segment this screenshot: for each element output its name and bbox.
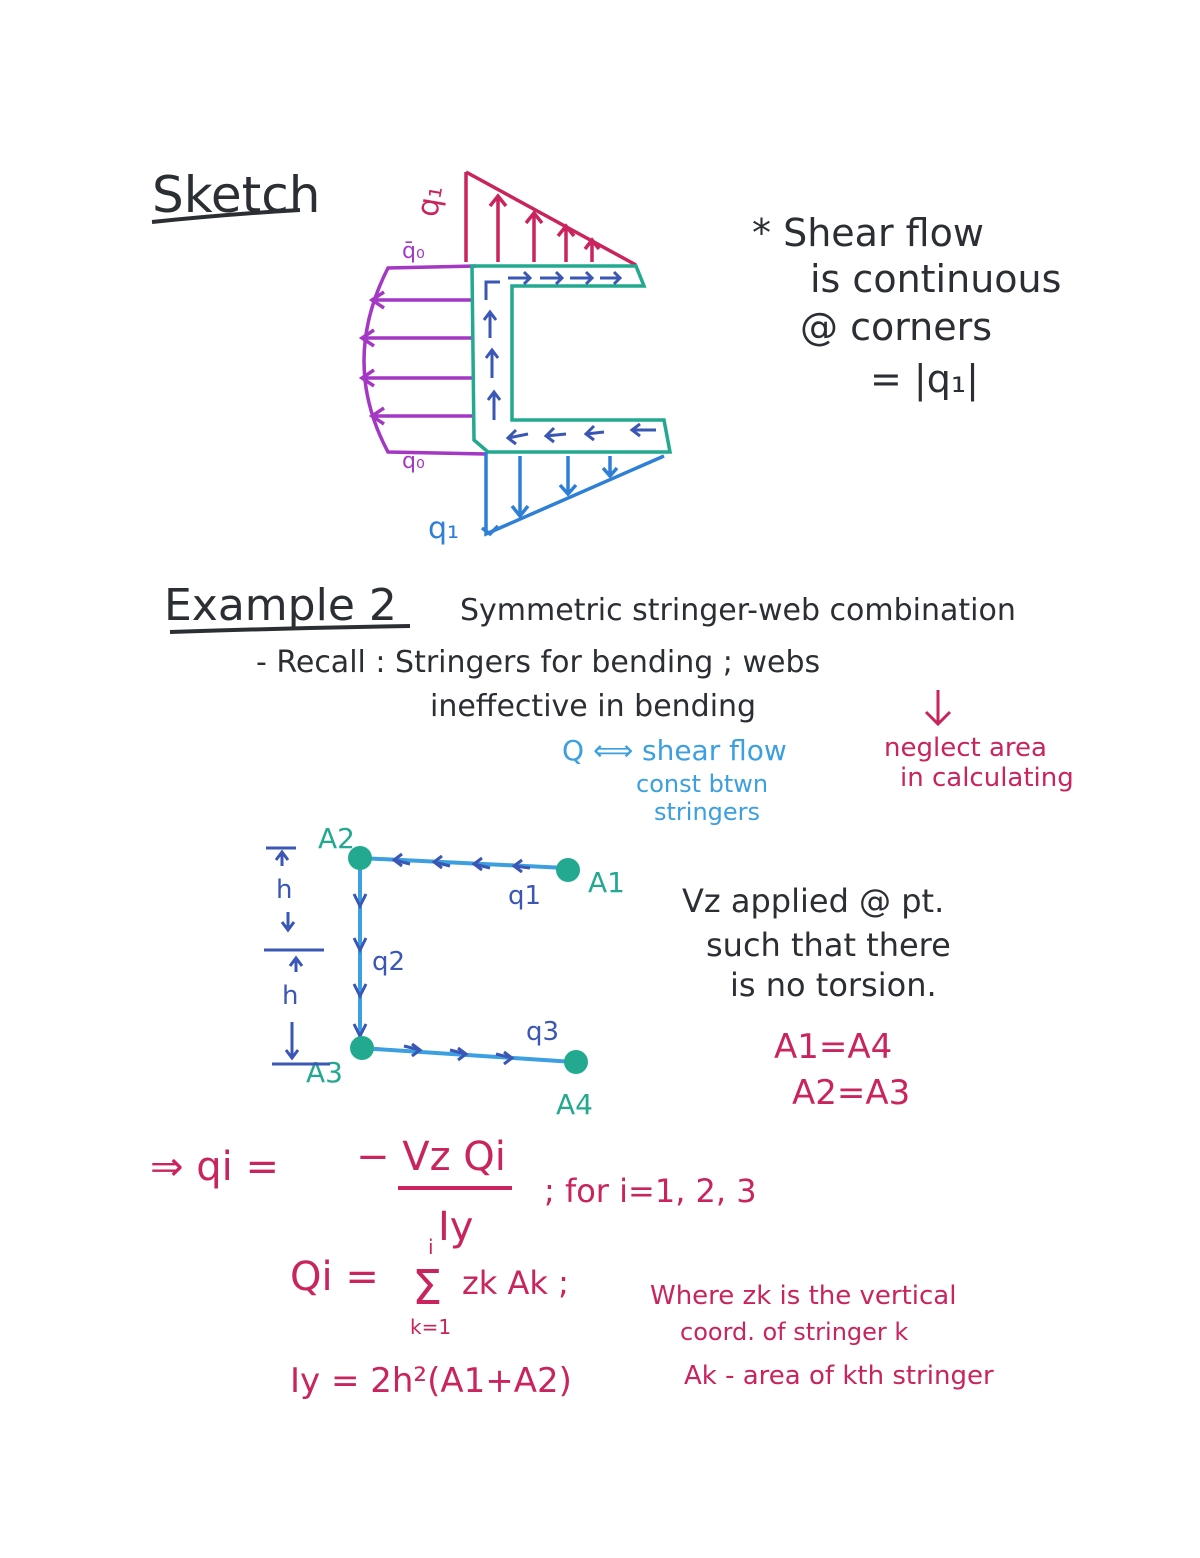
internal-shear-flow-arrows <box>484 272 656 444</box>
label-A1: A1 <box>588 866 625 899</box>
example-title: Example 2 <box>164 580 397 631</box>
sketch-section <box>152 166 1061 546</box>
label-A4: A4 <box>556 1088 593 1121</box>
neglect-arrow <box>926 690 950 724</box>
stringer-A1 <box>556 858 580 882</box>
label-A2: A2 <box>318 822 355 855</box>
stringer-A3 <box>350 1036 374 1060</box>
label-q1: q1 <box>508 881 542 911</box>
label-q2: q2 <box>372 947 406 977</box>
label-h-bottom: h <box>282 981 299 1011</box>
q1-top-label: q₁ <box>410 182 451 220</box>
diagram-note-line2: such that there <box>706 926 951 964</box>
qi-lhs: ⇒ qi = <box>150 1144 279 1190</box>
qi-denominator: Iy <box>438 1204 474 1250</box>
stringer-A4 <box>564 1050 588 1074</box>
formulas-section <box>150 1134 994 1401</box>
q-bar-bottom-label: q̄₀ <box>402 449 425 474</box>
label-q3: q3 <box>526 1017 560 1047</box>
sketch-heading: Sketch <box>152 166 321 224</box>
Qi-lhs: Qi = <box>290 1254 379 1300</box>
area-equality-2: A2=A3 <box>792 1073 911 1113</box>
where-line2: coord. of stringer k <box>680 1318 909 1346</box>
example-subtitle: Symmetric stringer-web combination <box>460 593 1016 628</box>
Iy-equation: Iy = 2h²(A1+A2) <box>290 1361 572 1401</box>
label-h-top: h <box>276 875 293 905</box>
diagram-note-line1: Vz applied @ pt. <box>682 882 945 920</box>
web-shear-distribution <box>362 266 486 454</box>
bottom-flange-shear-distribution <box>482 452 664 534</box>
sketch-note-line4: = |q₁| <box>870 357 979 401</box>
stringer-diagram <box>264 822 951 1121</box>
top-flange-shear-distribution <box>466 172 636 265</box>
sketch-note-line3: @ corners <box>800 305 993 349</box>
dimension-lines <box>264 848 330 1064</box>
recall-line2: ineffective in bending <box>430 689 757 724</box>
area-equality-1: A1=A4 <box>774 1027 893 1067</box>
qi-numerator: − Vz Qi <box>356 1134 506 1180</box>
example-header <box>164 580 1074 826</box>
label-A3: A3 <box>306 1056 343 1089</box>
sketch-note-line2: is continuous <box>810 257 1062 301</box>
qi-for: ; for i=1, 2, 3 <box>544 1172 757 1210</box>
diagram-note-line3: is no torsion. <box>730 966 937 1004</box>
q-note-line1: Q ⟺ shear flow <box>562 734 787 767</box>
recall-line1: - Recall : Stringers for bending ; webs <box>256 645 821 680</box>
neglect-line1: neglect area <box>884 733 1047 763</box>
q-note-line3: stringers <box>654 798 761 826</box>
channel-section-outline <box>472 266 670 452</box>
sum-body: zk Ak ; <box>462 1264 569 1302</box>
sum-sign: Σ <box>412 1260 443 1316</box>
where-line1: Where zk is the vertical <box>650 1281 957 1311</box>
q-note-line2: const btwn <box>636 770 769 798</box>
sketch-note-line1: * Shear flow <box>752 211 984 255</box>
sum-lower-limit: k=1 <box>410 1315 452 1339</box>
where-line3: Ak - area of kth stringer <box>684 1361 994 1391</box>
q-bar-top-label: q̄₀ <box>402 239 425 264</box>
neglect-line2: in calculating <box>900 763 1074 793</box>
q1-bottom-label: q₁ <box>428 511 460 546</box>
sum-upper-limit: i <box>428 1235 434 1259</box>
